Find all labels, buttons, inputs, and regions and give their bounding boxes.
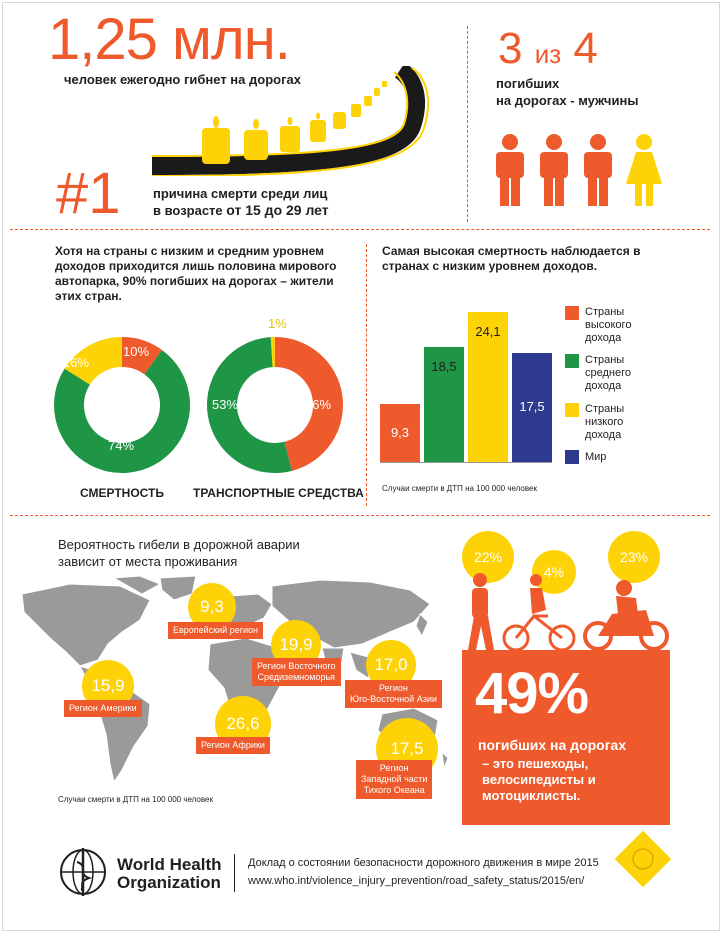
legend-swatch-low [565,403,579,417]
road-users-line2: – это пешеходы, велосипедисты и мотоциклисты. [482,756,596,803]
man-icon [584,134,612,206]
pedestrians-value: 22% [462,531,514,583]
donut-mortality-middle-label: 74% [108,438,135,453]
bar-chart-caption: Случаи смерти в ДТП на 100 000 человек [382,484,537,493]
ratio-mid: из [534,39,562,69]
donut-vehicles-middle-label: 53% [212,397,239,412]
donut-vehicles-high-label: 46% [305,397,332,412]
woman-icon [626,134,662,206]
bar-world-value: 17,5 [519,399,545,415]
region-europe-label: Европейский регион [168,622,263,639]
legend-low: Страны низкого дохода [585,403,625,441]
legend-swatch-middle [565,354,579,368]
road-users-big-percent: 49% [475,661,589,726]
rank-line1: причина смерти среди лиц [153,186,328,201]
rank-line2 [153,202,329,218]
divider-vertical-middle [366,244,367,506]
ratio-line2: на дорогах - мужчины [496,93,639,108]
who-name: World Health Organization [117,855,222,892]
ratio-line1: погибших [496,76,560,91]
bar-high-income-value: 9,3 [390,425,410,441]
region-eastmed-label: Регион Восточного Средиземноморья [252,658,341,686]
bar-world [512,353,552,462]
motorcycle-icon [585,580,667,649]
donut-mortality-high-label: 10% [123,344,150,359]
donut-vehicles-low-label: 1% [268,316,287,331]
region-wpacific-value: 17,5 [376,718,438,780]
man-icon [540,134,568,206]
footer-divider [234,854,235,892]
report-title: Доклад о состоянии безопасности дорожного движения в мире 2015 [248,857,599,869]
ratio-big-2: 4 [573,24,598,73]
bar-high-income [380,404,420,462]
who-logo-icon [55,844,111,900]
region-seasia-label: Регион Юго-Восточной Азии [345,680,442,708]
report-url[interactable]: www.who.int/violence_injury_prevention/road_safety_status/2015/en/ [248,875,585,887]
rank-line2-bold: от 15 до 29 лет [226,202,329,218]
region-eastmed-value: 19,9 [271,620,321,670]
bar-middle-income-value: 18,5 [431,358,457,374]
region-seasia-value: 17,0 [366,640,416,690]
decade-of-action-badge-icon [610,826,676,892]
bar-middle-income [424,347,464,462]
region-americas-value: 15,9 [82,660,134,712]
region-africa-value: 26,6 [215,696,271,752]
high-income-text: Самая высокая смертность наблюдается в странах с низким уровнем доходов. [382,244,641,273]
pedestrian-icon [468,573,494,650]
ratio-big-1: 3 [498,24,523,73]
legend-world: Мир [585,451,607,463]
donut-mortality-low-label: 16% [63,355,90,370]
motorcyclists-value: 23% [608,531,660,583]
headline-subtitle: человек ежегодно гибнет на дорогах [64,72,301,87]
region-europe-value: 9,3 [188,583,236,631]
legend-swatch-world [565,450,579,464]
region-africa-label: Регион Африки [196,737,270,754]
road-users-illustration [462,570,672,652]
rank-line2-prefix: в возрасте [153,203,227,218]
road-users-line1: погибших на дорогах [478,737,627,753]
legend-swatch-high [565,306,579,320]
ratio-figure [498,24,598,74]
cyclists-value: 4% [532,550,576,594]
map-caption: Случаи смерти в ДТП на 100 000 человек [58,795,213,804]
bar-chart [380,300,552,462]
headline-number: 1,25 млн. [48,7,290,72]
map-title: Вероятность гибели в дорожной аварии зависит от места проживания [58,537,300,569]
legend-high: Страны высокого дохода [585,306,632,344]
divider-horizontal-1 [10,229,710,230]
people-icons [492,134,672,208]
cyclist-icon [504,574,574,650]
region-wpacific-label: Регион Западной части Тихого Океана [356,760,432,799]
rank-number: #1 [56,161,121,226]
donut-vehicles-title: ТРАНСПОРТНЫЕ СРЕДСТВА [193,486,364,500]
divider-horizontal-2 [10,515,710,516]
man-icon [496,134,524,206]
bar-low-income [468,312,508,462]
intro-text: Хотя на страны с низким и средним уровнем доходов приходится лишь половина мирового автопарка, 90% погибших на дорогах – жители этих стран. [55,244,337,303]
road-candles-illustration [150,66,470,176]
donut-mortality-title: СМЕРТНОСТЬ [80,486,165,500]
legend-middle: Страны среднего дохода [585,354,631,392]
bar-low-income-value: 24,1 [475,323,501,339]
region-americas-label: Регион Америки [64,700,142,717]
divider-vertical-top [467,26,468,222]
bar-chart-baseline [380,462,552,463]
